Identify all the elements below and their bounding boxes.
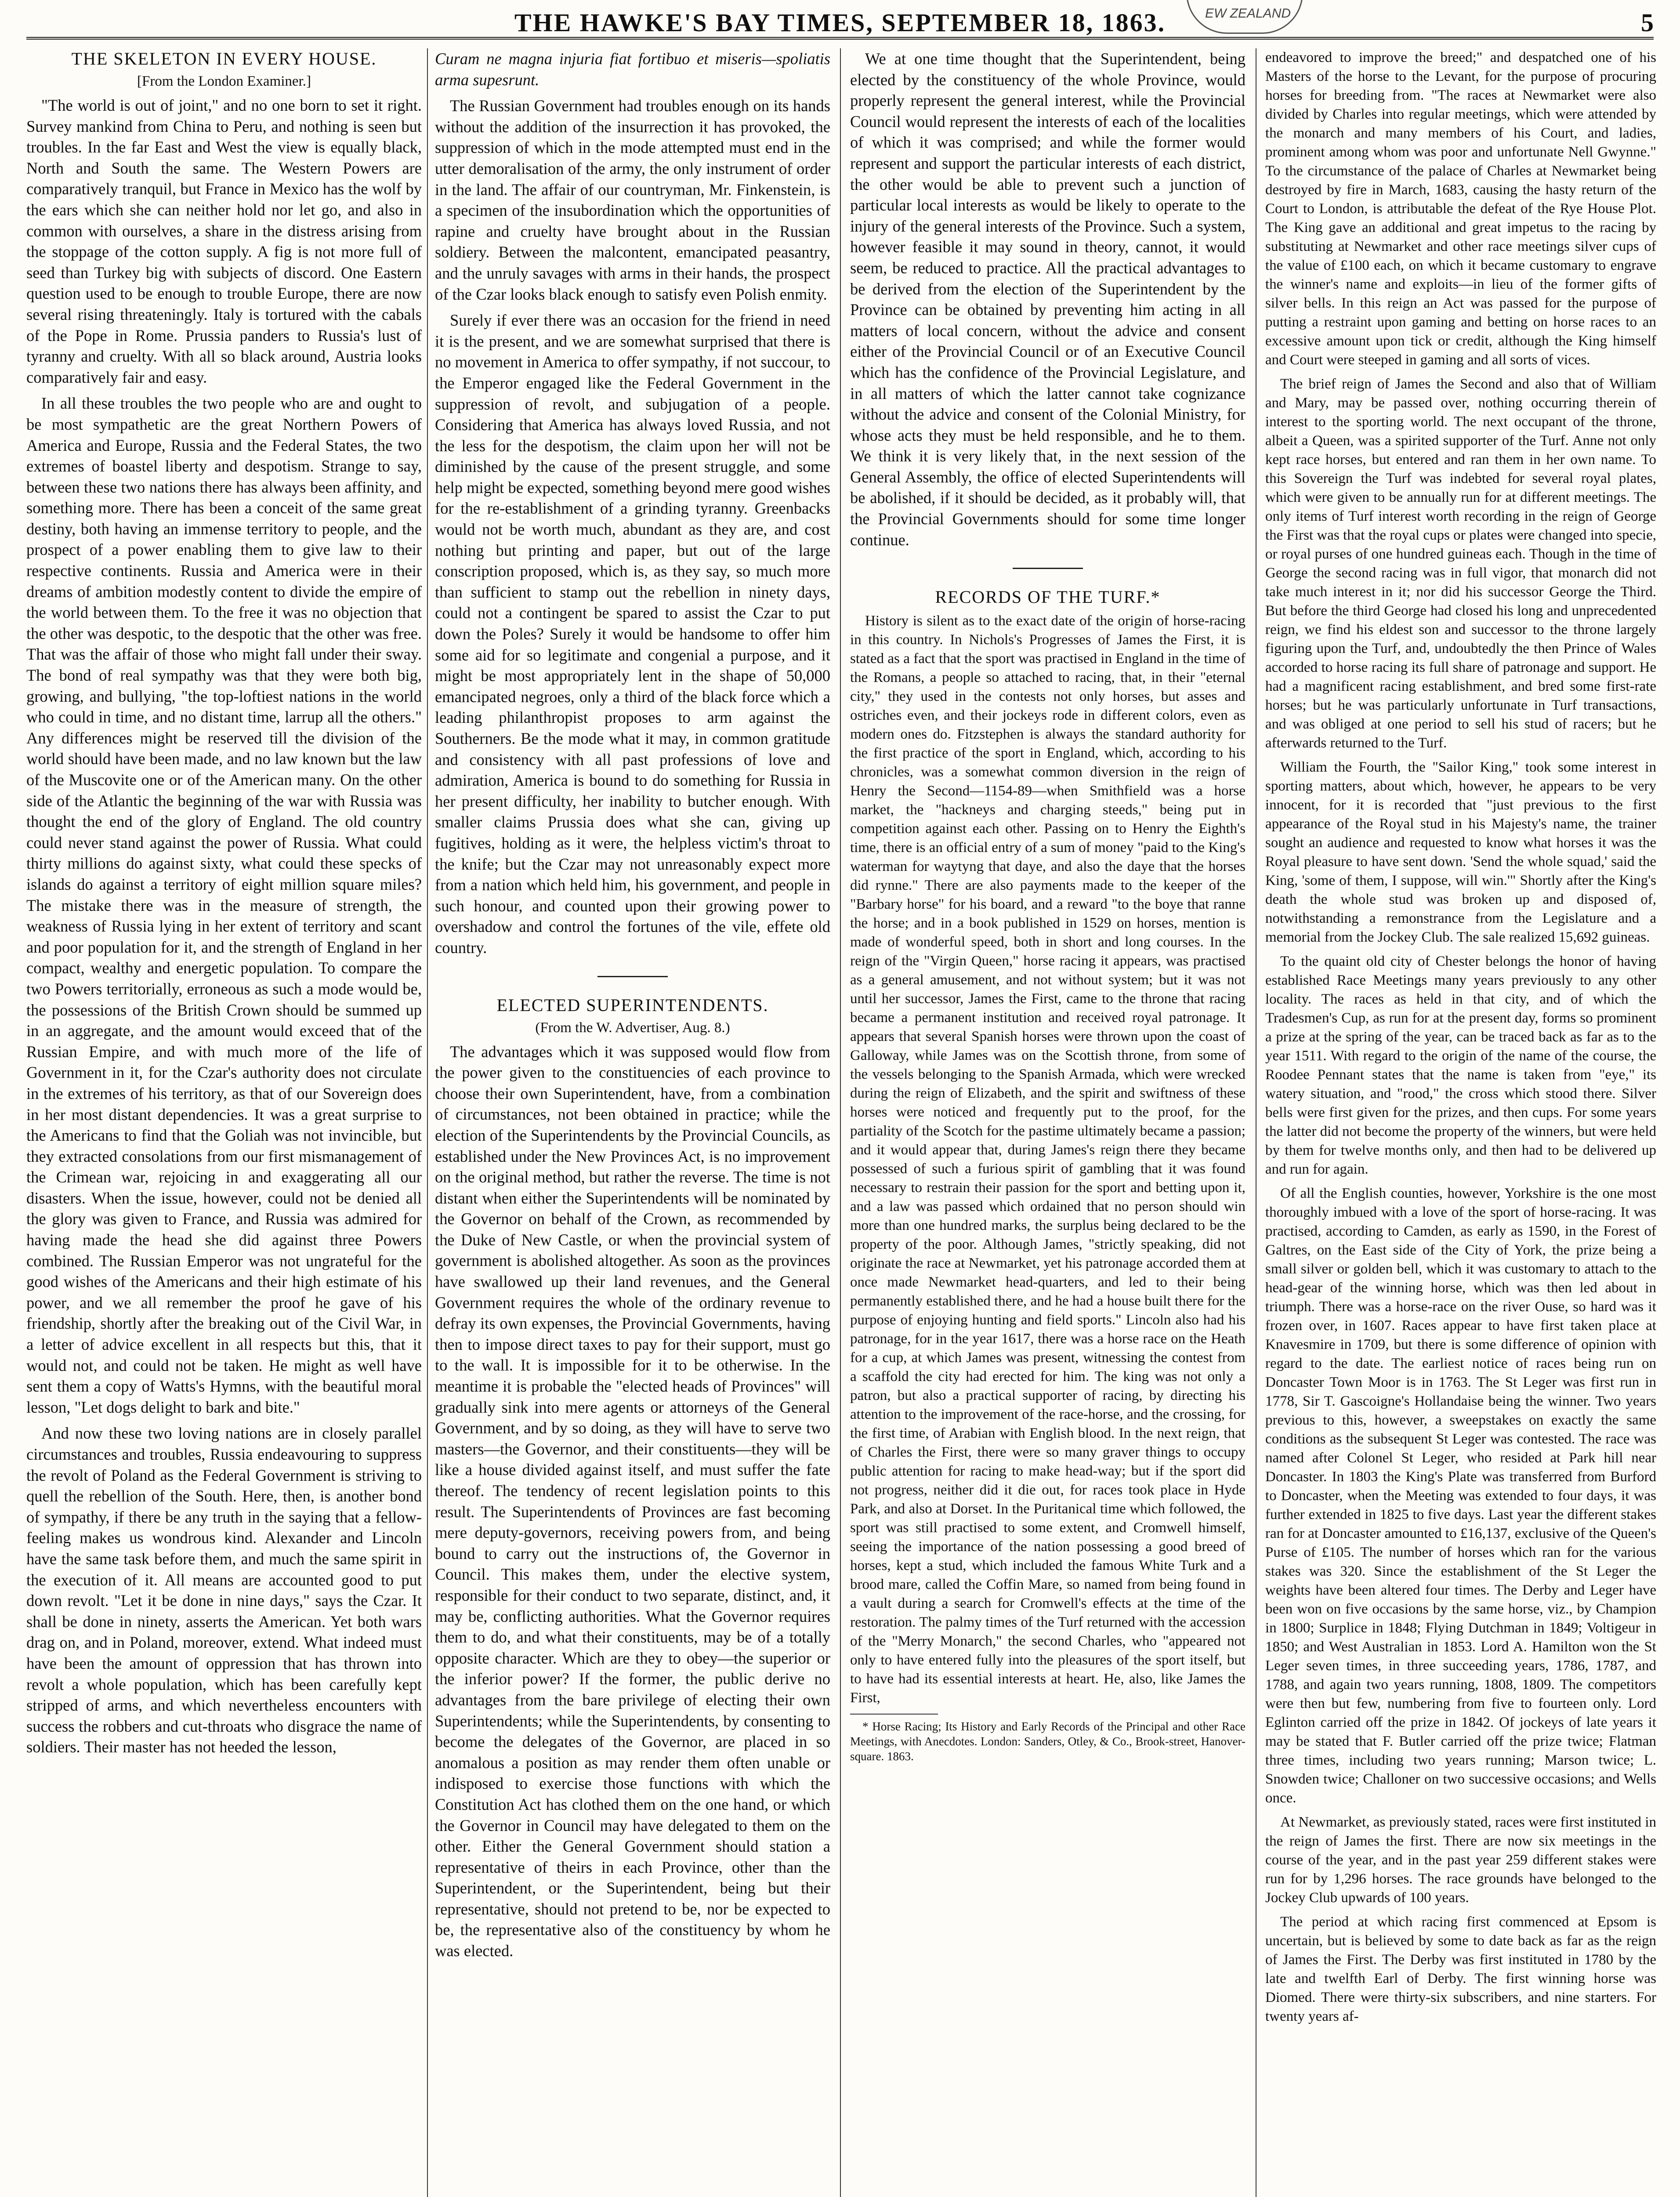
column-rule xyxy=(427,48,428,2197)
page-number: 5 xyxy=(1641,8,1654,37)
article-heading-skeleton: THE SKELETON IN EVERY HOUSE. xyxy=(71,49,377,69)
article-heading-turf: RECORDS OF THE TURF.* xyxy=(935,587,1161,607)
article-paragraph: In all these troubles the two people who are and ought to be most sympathetic are the great Northern Powers of America and Europe, Russia and the Federal States, the two extremes of boastel liberty and despotism. Strange to say, between these two nations there has always been affinity, and something more. There has been a conceit of the same great destiny, both having an immense territory to people, and the prospect of a power enabling them to give law to their respective continents. Russia and America were in their dreams of ambition modestly content to divide the empire of the world between them. To the free it was no objection that the other was despotic, to the despotic that the other was free. That was the affair of those who might fall under their sway. The bond of real sympathy was that they were both big, growing, and bullying, "the top-loftiest nations in the world who could in time, and no distant time, larrup all the others." Any differences might be reserved till the division of the world should have been made, and no law known but the law of the Muscovite one or of the American many. On the other side of the Atlantic the beginning of the war with Russia was thought the end of the glory of England. The old country could never stand against the power of Russia. What could thirty millions do against sixty, what could these specks of islands do against a territory of eight million square miles? The mistake there was in the measure of strength, the weakness of Russia lying in her extent of territory and scant and poor population for it, and the strength of England in her compact, wealthy and energetic population. To compare the two Powers territorially, erroneous as such a mode would be, the possessions of the British Crown should be summed up in an aggregate, and the amount would exceed that of the Russian Empire, and with much more of the life of Government in it, for the Czar's authority does not circulate in the extremes of his territory, as that of our Sovereign does in her most distant dependencies. It was a great surprise to the Americans to find that the Goliah was not invincible, but they extracted consolations from our first mismanagement of the Crimean war, rejoicing in and exaggerating all our disasters. When the issue, however, could not be denied all the glory was given to France, and Russia was admired for having made the head she did against three Powers combined. The Russian Emperor was not ungrateful for the good wishes of the Americans and their high estimate of his power, and we all remember the proof he gave of his friendship, shortly after the breaking out of the Civil War, in a letter of advice excellent in all respects but this, that it would not, and could not be taken. He might as well have sent them a copy of Watts's Hymns, with the beautiful moral lesson, "Let dogs delight to bark and bite." xyxy=(26,394,422,1416)
article-paragraph: History is silent as to the exact date of the origin of horse-racing in this country. In Nichols's Progresses of James the First, it is stated as a fact that the sport was practised in England in the time of the Romans, a people so attached to racing, that, in their "eternal city," they used in the contests not only horses, but asses and ostriches even, and their jockeys rode in different colors, even as modern ones do. Fitzstephen is always the standard authority for the first practice of the sport in England, which, according to his chronicles, was a somewhat common diversion in the reign of Henry the Second—1154-89—when Smithfield was a horse market, the "hackneys and charging steeds," being put in competition against each other. Passing on to Henry the Eighth's time, there is an official entry of a sum of money "paid to the King's waterman for waytyng that daye, and also the daye that the horses did rynne." There are also payments made to the keeper of the "Barbary horse" for his board, and a reward "to the boye that ranne the horse; and in a book published in 1529 on horses, mention is made of wonderful speed, both in short and long courses. In the reign of the "Virgin Queen," horse racing it appears, was practised as a general amusement, and not without system; but it was not until her successor, James the First, came to the throne that racing became a permanent institution and received royal patronage. It appears that several Spanish horses were thrown upon the coast of Galloway, while James was on the Scottish throne, from some of the vessels belonging to the Spanish Armada, which were wrecked during the reign of Elizabeth, and the spirit and swiftness of these horses were noticed and frequently put to the proof, for the partiality of the Scotch for the pastime ultimately became a passion; and it would appear that, during James's reign there they became possessed of such a furious spirit of gambling that it was found necessary to restrain their passion for the sport and betting upon it, and a law was passed which ordained that no person should win more than one hundred marks, the surplus being declared to be the property of the poor. Although James, "strictly speaking, did not originate the race at Newmarket, yet his patronage accorded them at once made Newmarket head-quarters, and led to their being permanently established there, and he had a house built there for the purpose of enjoying hunting and field sports." Lincoln also had his patronage, for in the year 1617, there was a horse race on the Heath for a cup, at which James was present, witnessing the contest from a scaffold the city had erected for him. The king was not only a patron, but also a practical supporter of racing, by directing his attention to the improvement of the race-horse, and the crossing, for the first time, of Arabian with English blood. In the next reign, that of Charles the First, there were so many graver things to occupy public attention for racing to make head-way; but if the sport did not progress, neither did it die out, for races took place in Hyde Park, and also at Dorset. In the Puritanical time which followed, the sport was still practised to some extent, and Cromwell himself, seeing the importance of the nation possessing a good breed of horses, kept a stud, which included the famous White Turk and a brood mare, called the Coffin Mare, so named from being found in a vault during a search for Cromwell's effects at the time of the restoration. The palmy times of the Turf returned with the accession of the "Merry Monarch," the second Charles, who "appeared not only to have entered fully into the pleasures of the sport itself, but to have had its essential interests at heart. He, also, like James the First, xyxy=(850,613,1246,1706)
section-divider xyxy=(1013,568,1083,569)
article-heading-elected: ELECTED SUPERINTENDENTS. xyxy=(496,995,769,1015)
article-paragraph: "The world is out of joint," and no one born to set it right. Survey mankind from China to Peru, and nothing is seen but troubles. In the far East and West the view is equally black, North and South the same. The Western Powers are comparatively tranquil, but France in Mexico has the wolf by the ears which she can neither hold nor let go, and also in common with ourselves, a share in the distress arising from the stoppage of the cotton supply. A fig is not more full of seed than Turkey big with subjects of discord. One Eastern question used to be enough to trouble Europe, there are now several rising threateningly. Italy is tortured with the cabals of the Pope in Rome. Prussia panders to Russia's lust of tyranny and cruelty. With all so black around, Austria looks comparatively fair and easy. xyxy=(26,96,422,386)
article-source: (From the W. Advertiser, Aug. 8.) xyxy=(535,1019,730,1036)
column-1 xyxy=(26,48,422,2197)
article-paragraph: At Newmarket, as previously stated, races were first instituted in the reign of James the first. There are now six meetings in the course of the year, and in the past year 259 different stakes were run for by 1,296 horses. The race grounds have belonged to the Jockey Club upwards of 100 years. xyxy=(1265,1814,1656,1906)
article-paragraph: And now these two loving nations are in closely parallel circumstances and troubles, Russia endeavouring to suppress the revolt of Poland as the Federal Government is striving to quell the rebellion of the South. Here, then, is another bond of sympathy, if there be any truth in the saying that a fellow-feeling makes us wondrous kind. Alexander and Lincoln have the same task before them, and much the same spirit in the execution of it. All means are accounted good to put down revolt. "Let it be done in nine days," says the Czar. It shall be done in ninety, asserts the American. Yet both wars drag on, and in Poland, moreover, extend. What indeed must have been the amount of oppression that has thrown into revolt a whole population, which has been carefully kept stripped of arms, and which nevertheless encounters with success the robbers and cut-throats who disgrace the name of soldiers. Their master has not heeded the lesson, xyxy=(26,1424,422,1756)
section-divider xyxy=(597,976,668,977)
newspaper-title: THE HAWKE'S BAY TIMES, SEPTEMBER 18, 1863. xyxy=(514,8,1166,37)
article-paragraph: We at one time thought that the Superintendent, being elected by the constituency of the whole Province, would properly represent the general interest, while the Provincial Council would represent the interests of each of the localities of which it was comprised; and while the former would represent and support the particular interests of each district, the other would be able to prevent such a junction of particular local interests as would be likely to operate to the injury of the general interests of the Province. Such a system, however feasible it may sound in theory, cannot, it would seem, be reduced to practice. All the practical advantages to be derived from the election of the Superintendent by the Province can be obtained by preventing him acting in all matters of local concern, without the advice and consent either of the Provincial Council or of an Executive Council which has the confidence of the Provincial Legislature, and in all matters of which the latter cannot take cognizance without the advice and consent of the Colonial Ministry, for whose acts they must be held responsible, and he to them. We think it is very likely that, in the next session of the General Assembly, the office of elected Superintendents will be abolished, if it should be decided, as it probably will, that the Provincial Governments should for some time longer continue. xyxy=(850,50,1246,549)
footnote: * Horse Racing; Its History and Early Records of the Principal and other Race Meetings, with Anecdotes. London: Sanders, Otley, & Co., Brook-street, Hanover-square. 1863. xyxy=(850,1720,1246,1763)
article-paragraph: endeavored to improve the breed;" and despatched one of his Masters of the horse to the Levant, for the purpose of procuring horses for breeding from. "The races at Newmarket were also divided by Charles into regular meetings, which were attended by the monarch and many members of his Court, and ladies, prominent among whom was poor and unfortunate Nell Gwynne." To the circumstance of the palace of Charles at Newmarket being destroyed by fire in March, 1683, causing the hasty return of the Court to London, is attributable the defeat of the Rye House Plot. The King gave an additional and great impetus to the racing by substituting at Newmarket and other race meetings silver cups of the value of £100 each, on which it became customary to engrave the winner's name and exploits—in lieu of the former gifts of silver bells. In this reign an Act was passed for the purpose of putting a restraint upon gaming and betting on horse races to an excessive amount upon tick or credit, although the King himself and Court were steeped in gaming and all sorts of vices. xyxy=(1265,50,1656,368)
masthead xyxy=(26,6,1654,40)
article-paragraph: The period at which racing first commenced at Epsom is uncertain, but is believed by some to date back as far as the reign of James the First. The Derby was first instituted in 1780 by the late and twelfth Earl of Derby. The first winning horse was Diomed. There were thirty-six subscribers, and nine starters. For twenty years af- xyxy=(1265,1914,1656,2024)
stamp-text: EW ZEALAND xyxy=(1205,6,1291,21)
column-rule xyxy=(840,48,841,2197)
article-paragraph: The advantages which it was supposed would flow from the power given to the constituencies of each province to choose their own Superintendent, have, from a combination of circumstances, not been obtained in practice; while the election of the Superintendents by the Provincial Councils, as established under the New Provinces Act, is no improvement on the original method, but rather the reverse. The time is not distant when either the Superintendents will be nominated by the Governor on behalf of the Crown, as recommended by the Duke of New Castle, or when the provincial system of government is abolished altogether. As soon as the provinces have swallowed up their land revenues, and the General Government requires the whole of the ordinary revenue to defray its own expenses, the Provincial Governments, having then to impose direct taxes to pay for their support, must go to the wall. It is impossible for it to be otherwise. In the meantime it is probable the "elected heads of Provinces" will gradually sink into mere agents or attorneys of the General Government, and by so doing, as they will have to serve two masters—the Governor, and their constituents—they will be like a house divided against itself, and must suffer the fate thereof. The tendency of recent legislation points to this result. The Superintendents of Provinces are fast becoming mere deputy-governors, receiving powers from, and being bound to carry out the instructions of, the Governor in Council. This makes them, under the elective system, responsible for their conduct to two separate, distinct, and, it may be, conflicting authorities. What the Governor requires them to do, and what their constituents, may be of a totally opposite character. Which are they to obey—the superior or the inferior power? If the former, the public derive no advantages from the bare privilege of electing their own Superintendents; while the Superintendents, by consenting to become the delegates of the Governor, are placed in so anomalous a position as may render them often unable or indisposed to exercise those functions with which the Constitution Act has clothed them on the one hand, or which the Governor in Council may have delegated to them on the other. Either the General Government should station a representative of theirs in each Province, other than the Superintendent, or the Superintendent, being but their representative, should not pretend to be, nor be expected to be, the representative also of the constituency by whom he was elected. xyxy=(435,1042,830,1960)
article-paragraph: Surely if ever there was an occasion for the friend in need it is the present, and we are somewhat surprised that there is no movement in America to offer sympathy, if not succour, to the Emperor engaged like the Federal Government in the suppression of revolt, and subjugation of a people. Considering that America has always loved Russia, and not the less for the despotism, the claim upon her will not be diminished by the cause of the present struggle, and some help might be expected, something beyond mere good wishes for the re-establishment of a grinding tyranny. Greenbacks would not be worth much, abundant as they are, and cost nothing but printing and paper, but out of the large conscription proposed, which is, as they say, so much more than sufficient to stamp out the rebellion in ninety days, could not a contingent be spared to assist the Czar to put down the Poles? Surely it would be handsome to offer him some aid for so legitimate and congenial a purpose, and it might be most appropriately lent in the shape of 50,000 emancipated negroes, only a third of the black force which a leading philanthropist proposes to arm against the Southerners. Be the mode what it may, in common gratitude and consistency with all past professions of love and admiration, America is bound to do something for Russia in her present difficulty, her inability to butcher enough. With smaller claims Prussia does what she can, giving up fugitives, holding as it were, the helpless victim's throat to the knife; but the Czar may not unreasonably expect more from a nation which held him, his government, and people in such honour, and counted upon their growing power to overshadow and control the fortunes of the vile, effete old country. xyxy=(435,311,830,957)
article-paragraph: The Russian Government had troubles enough on its hands without the addition of the insurrection it has provoked, the suppression of which in the mode attempted must end in the utter demoralisation of the army, the only instrument of order in the land. The affair of our countryman, Mr. Finkenstein, is a specimen of the insubordination which the opportunities of rapine and cruelty have brought about in the Russian soldiery. Between the malcontent, emancipated peasantry, and the unruly savages with arms in their hands, the prospect of the Czar looks black enough to satisfy even Polish enmity. xyxy=(435,97,830,303)
article-source: [From the London Examiner.] xyxy=(137,73,311,89)
article-paragraph: To the quaint old city of Chester belongs the honor of having established Race Meetings many years previously to any other locality. The races as held in that city, and of which the Tradesmen's Cup, as run for at the present day, forms so prominent a prize at the spring of the year, can be traced back as far as to the year 1511. With regard to the origin of the name of the course, the Roodee Pennant states that the name is taken from "eye," its watery situation, and "rood," the cross which stood there. Silver bells were first given for the prizes, and then cups. For some years the latter did not become the property of the winners, but were held by them for twelve months only, and then had to be delivered up and run for again. xyxy=(1265,953,1656,1177)
column-2 xyxy=(435,48,830,2197)
article-paragraph: Of all the English counties, however, Yorkshire is the one most thoroughly imbued with a love of the sport of horse-racing. It was practised, according to Camden, as early as 1590, in the Forest of Galtres, on the East side of the City of York, the prize being a small silver or golden bell, which it was customary to attach to the head-gear of the winning horse, which was then led about in triumph. There was a horse-race on the river Ouse, so hard was it frozen over, in 1607. Races appear to have first taken place at Knavesmire in 1709, but there is some difference of opinion with regard to the date. The earliest notice of races being run on Doncaster Town Moor is in 1763. The St Leger was first run in 1778, Sir T. Gascoigne's Hollandaise being the winner. Two years previous to this, however, a sweepstakes on exactly the same conditions as the subsequent St Leger was contested. The race was named after Colonel St Leger, who resided at Park hill near Doncaster. In 1803 the King's Plate was transferred from Burford to Doncaster, when the Meeting was extended to four days, it was further extended in 1825 to five days. Last year the different stakes ran for at Doncaster amounted to £16,137, exclusive of the Queen's Purse of £105. The number of horses which ran for the various stakes was 320. Since the establishment of the St Leger the weights have been altered four times. The Derby and Leger have been won on five occasions by the same horse, viz., by Champion in 1800; Surplice in 1848; Flying Dutchman in 1849; Voltigeur in 1850; and West Australian in 1853. Lord A. Hamilton won the St Leger seven times, in three succeeding years, 1786, 1787, and 1788, and again two years running, 1808, 1809. The competitors were then but few, numbering from five to fourteen only. Lord Eglinton carried off the prize in 1842. Of jockeys of late years it may be stated that F. Butler carried off the prize twice; Flatman three times, including two years running; Marson twice; L. Snowden twice; Challoner on two successive occasions; and Wells once. xyxy=(1265,1186,1656,1806)
column-3 xyxy=(850,48,1246,2197)
footnote-rule xyxy=(850,1714,938,1715)
turf-body xyxy=(850,612,1246,1708)
article-paragraph: William the Fourth, the "Sailor King," took some interest in sporting matters, about which, however, he appears to be very innocent, for it is recorded that "just previous to the first appearance of the Royal stud in his Majesty's name, the trainer sought an audience and requested to know what horses it was the Royal pleasure to have sent down. 'Send the whole squad,' said the King, 'some of them, I suppose, will win.'" Shortly after the King's death the whole stud was broken up and disposed of, notwithstanding a remonstrance from the Legislature and a memorial from the Jockey Club. The sale realized 15,692 guineas. xyxy=(1265,759,1656,945)
column-4 xyxy=(1265,48,1656,2197)
article-paragraph: The brief reign of James the Second and also that of William and Mary, may be passed over, nothing occurring therein of interest to the sporting world. The next occupant of the throne, albeit a Queen, was a spirited supporter of the Turf. Anne not only kept race horses, but entered and ran them in her own name. To this Sovereign the Turf was indebted for several royal plates, which were given to be annually run for at different meetings. The only items of Turf interest worth recording in the reign of George the First was that the royal cups or plates were changed into specie, or royal purses of one hundred guineas each. Though in the time of George the second racing was in full vigor, that monarch did not take much interest in it; nor did his successor George the Third. But before the third George had closed his long and unprecedented reign, we find his eldest son and successor to the throne largely figuring upon the Turf, and, undoubtedly the then Prince of Wales accorded to horse racing its full share of patronage and support. He had a magnificent racing establishment, and bred some first-rate horses; but he was particularly unfortunate in Turf transactions, and was obliged at one period to sell his stud of racers; but he afterwards returned to the Turf. xyxy=(1265,376,1656,751)
latin-quote: Curam ne magna injuria fiat fortibuo et miseris—spoliatis arma supesrunt. xyxy=(435,50,830,89)
